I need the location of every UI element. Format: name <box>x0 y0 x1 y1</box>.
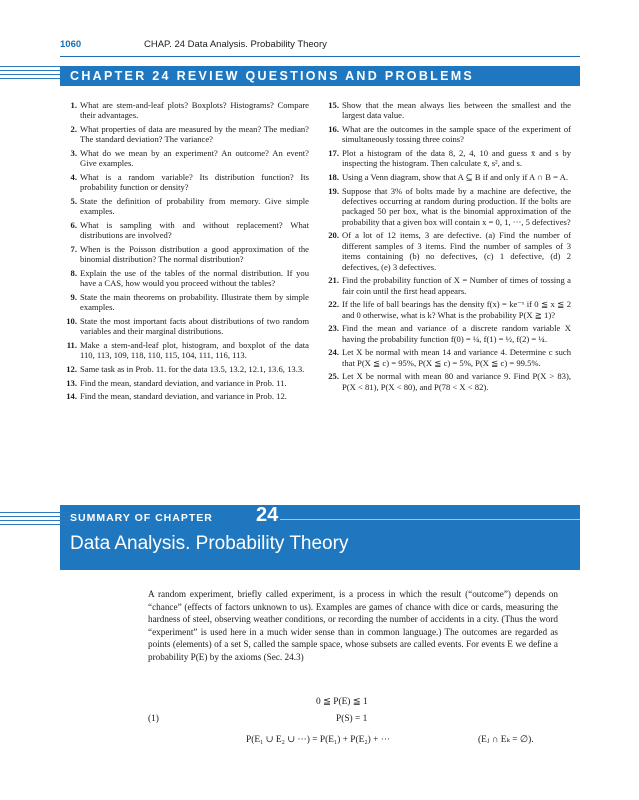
question-item: 17. Plot a histogram of the data 8, 2, 4, 10 and guess x̄ and s by inspecting the histogram. Then calculate x̄, s², and s. <box>328 148 571 169</box>
question-item: 7. When is the Poisson distribution a good approximation of the binomial distribution? The normal distribution? <box>70 244 309 265</box>
question-item: 1. What are stem-and-leaf plots? Boxplots? Histograms? Compare their advantages. <box>70 100 309 121</box>
question-item: 20. Of a lot of 12 items, 3 are defective. (a) Find the number of different samples of 3 items. Find the number of samples of 3 items containing (b) no defectives, (c) 1 defective, (d) 2 defectives, (e) 3 defectives. <box>328 230 571 272</box>
equation-label: (1) <box>148 714 159 724</box>
summary-rule <box>280 519 580 520</box>
equation-3-condition: (Eⱼ ∩ Eₖ = ∅). <box>478 735 534 745</box>
probability-axioms <box>148 696 558 766</box>
question-item: 15. Show that the mean always lies between the smallest and the largest data value. <box>328 100 571 121</box>
equation-3: P(E₁ ∪ E₂ ∪ ···) = P(E₁) + P(E₂) + ··· <box>246 735 391 745</box>
summary-banner-lines <box>0 512 70 528</box>
question-item: 9. State the main theorems on probability. Illustrate them by simple examples. <box>70 292 309 313</box>
question-item: 21. Find the probability function of X = Number of times of tossing a fair coin until the first head appears. <box>328 275 571 296</box>
question-item: 12. Same task as in Prob. 11. for the data 13.5, 13.2, 12.1, 13.6, 13.3. <box>66 364 305 374</box>
header-rule <box>60 56 580 57</box>
question-item: 18. Using a Venn diagram, show that A ⊆ B if and only if A ∩ B = A. <box>328 172 569 182</box>
summary-title: Data Analysis. Probability Theory <box>70 533 349 554</box>
question-item: 23. Find the mean and variance of a discrete random variable X having the probability function f(0) = ¼, f(1) = ½, f(2) = ¼. <box>328 323 571 344</box>
summary-chapter-number: 24 <box>256 504 279 526</box>
running-title: CHAP. 24 Data Analysis. Probability Theory <box>144 39 327 50</box>
summary-paragraph: A random experiment, briefly called experiment, is a process in which the result (“outcome”) depends on “chance” (effects of factors unknown to us). Examples are games of chance with dice or cards, measuring the hardness of steel, observing weather conditions, or recording the number of accidents in a city. (Thus the word “experiment” is used here in a much wider sense than in common language.) The outcomes are regarded as points (elements) of a set S, called the sample space, whose subsets are called events. For events E we define a probability P(E) by the axioms (Sec. 24.3) <box>148 589 558 662</box>
question-item: 6. What is sampling with and without replacement? What distributions are involved? <box>70 220 309 241</box>
question-item: 11. Make a stem-and-leaf plot, histogram, and boxplot of the data 110, 113, 109, 118, 110, 115, 104, 111, 116, 113. <box>66 340 309 361</box>
running-header <box>60 39 580 53</box>
equation-2: P(S) = 1 <box>336 714 368 724</box>
equation-1: 0 ≦ P(E) ≦ 1 <box>316 697 368 707</box>
question-item: 5. State the definition of probability from memory. Give simple examples. <box>70 196 309 217</box>
question-item: 19. Suppose that 3% of bolts made by a machine are defective, the defectives occurring at random during production. If the bolts are packaged 50 per box, what is the binomial approximation of the probability that a given box will contain x = 0, 1, ···, 5 defectives? <box>328 185 571 227</box>
question-item: 10. State the most important facts about distributions of two random variables and their marginal distributions. <box>66 316 309 337</box>
questions-left-column <box>60 100 309 405</box>
question-item: 3. What do we mean by an experiment? An outcome? An event? Give examples. <box>70 148 309 169</box>
question-item: 25. Let X be normal with mean 80 and variance 9. Find P(X > 83), P(X < 81), P(X < 80), and P(78 < X < 82). <box>328 371 571 392</box>
question-item: 22. If the life of ball bearings has the density f(x) = ke⁻ˣ if 0 ≦ x ≦ 2 and 0 otherwise, what is k? What is the probability P(X ≧ 1)? <box>328 299 571 320</box>
question-item: 13. Find the mean, standard deviation, and variance in Prob. 11. <box>66 377 287 388</box>
question-item: 14. Find the mean, standard deviation, and variance in Prob. 12. <box>66 391 287 402</box>
page-number: 1060 <box>60 39 82 50</box>
summary-prefix: SUMMARY OF CHAPTER <box>70 512 213 524</box>
review-banner: CHAPTER 24 REVIEW QUESTIONS AND PROBLEMS <box>60 66 580 86</box>
questions-right-column <box>322 100 571 395</box>
question-item: 4. What is a random variable? Its distribution function? Its probability function or density? <box>70 172 309 193</box>
question-item: 8. Explain the use of the tables of the normal distribution. If you have a CAS, how would you proceed without the tables? <box>70 268 309 289</box>
question-item: 2. What properties of data are measured by the mean? The median? The standard deviation? The variance? <box>70 124 309 145</box>
question-item: 16. What are the outcomes in the sample space of the experiment of simultaneously tossing three coins? <box>328 124 571 145</box>
question-item: 24. Let X be normal with mean 14 and variance 4. Determine c such that P(X ≦ c) = 95%, P(X ≦ c) = 5%, P(X ≦ c) = 99.5%. <box>328 347 571 368</box>
